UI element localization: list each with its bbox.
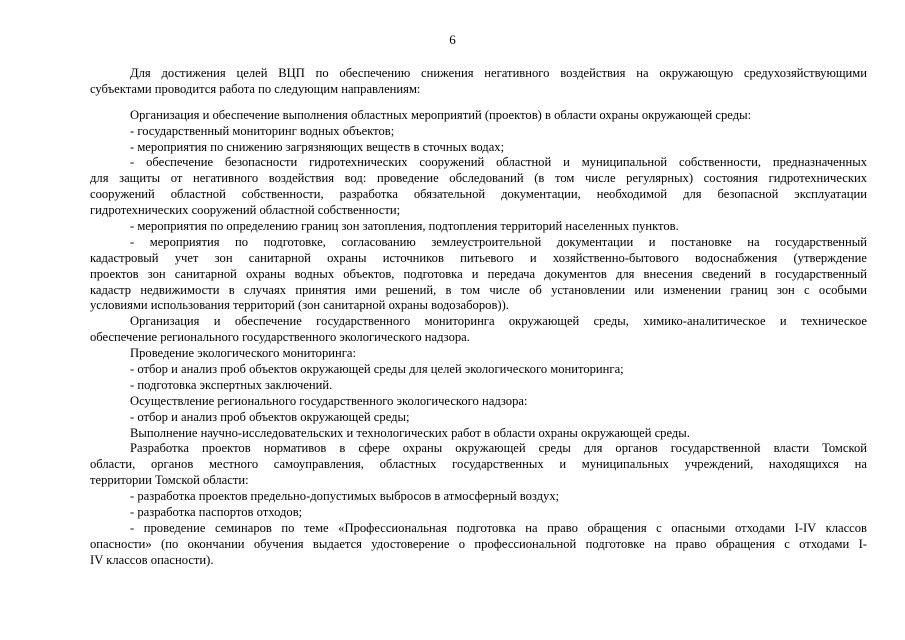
paragraph-line: Организация и обеспечение выполнения областных мероприятий (проектов) в области охраны окружающей среды:: [130, 107, 752, 122]
paragraph-line: территории Томской области:: [90, 473, 249, 488]
list-item: - государственный мониторинг водных объектов;: [130, 123, 395, 138]
list-item: - подготовка экспертных заключений.: [130, 377, 333, 392]
paragraph-line: опасности» (по окончании обучения выдается удостоверение о профессиональной подготовке на право обращения с отходами I-: [90, 536, 867, 551]
list-item: - отбор и анализ проб объектов окружающей среды для целей экологического мониторинга;: [130, 362, 624, 377]
paragraph-line: Для достижения целей ВЦП по обеспечению снижения негативного воздействия на окружающую средухозяйствующими: [130, 66, 867, 80]
document-body: [90, 66, 867, 569]
paragraph-line: Осуществление регионального государственного экологического надзора:: [130, 393, 528, 408]
paragraph-line: кадастр недвижимости в случаях принятия ими решений, в том числе об установлении или изменении границ зон с особыми: [90, 282, 867, 297]
paragraph-line: области, органов местного самоуправления, областных государственных и муниципальных учреждений, находящихся на: [90, 457, 867, 472]
paragraph-line: условиями использования территорий (зон санитарной охраны водозаборов)).: [90, 298, 509, 313]
list-item: - проведение семинаров по теме «Профессиональная подготовка на право обращения с опасными отходами I-IV классов: [130, 520, 867, 535]
paragraph-line: Проведение экологического мониторинга:: [130, 346, 357, 361]
paragraph-gap: [90, 98, 867, 108]
paragraph-line: обеспечение регионального государственного экологического надзора.: [90, 330, 470, 345]
paragraph-line: проектов зон санитарной охраны водных объектов, подготовка и передача документов для внесения сведений в государственный: [90, 266, 867, 281]
paragraph-line: Разработка проектов нормативов в сфере охраны окружающей среды для органов государственной власти Томской: [130, 441, 867, 456]
paragraph-line: гидротехнических сооружений областной собственности;: [90, 203, 401, 218]
paragraph-line: для защиты от негативного воздействия вод: проведение обследований (в том числе регулярных) состояния гидротехнических: [90, 171, 867, 186]
list-item: - мероприятия по определению границ зон затопления, подтопления территорий населенных пунктов.: [130, 219, 679, 234]
paragraph-line: Организация и обеспечение государственного мониторинга окружающей среды, химико-аналитическое и техническое: [130, 314, 867, 329]
paragraph-line: кадастровый учет зон санитарной охраны источников питьевого и хозяйственно-бытового водоснабжения (утверждение: [90, 250, 867, 265]
page-number: 6: [449, 32, 456, 47]
paragraph-line: субъектами проводится работа по следующим направлениям:: [90, 81, 421, 96]
list-item: - мероприятия по снижению загрязняющих веществ в сточных водах;: [130, 139, 505, 154]
list-item: - разработка проектов предельно-допустимых выбросов в атмосферный воздух;: [130, 489, 560, 504]
list-item: - обеспечение безопасности гидротехнических сооружений областной и муниципальной собственности, предназначенных: [130, 155, 867, 170]
paragraph-line: IV классов опасности).: [90, 552, 214, 567]
paragraph-line: Выполнение научно-исследовательских и технологических работ в области охраны окружающей среды.: [130, 425, 690, 440]
paragraph-line: сооружений областной собственности, разработка обязательной документации, необходимой для безопасной эксплуатации: [90, 187, 867, 202]
list-item: - разработка паспортов отходов;: [130, 505, 303, 520]
list-item: - мероприятия по подготовке, согласованию землеустроительной документации и постановке на государственный: [130, 234, 867, 249]
list-item: - отбор и анализ проб объектов окружающей среды;: [130, 409, 410, 424]
